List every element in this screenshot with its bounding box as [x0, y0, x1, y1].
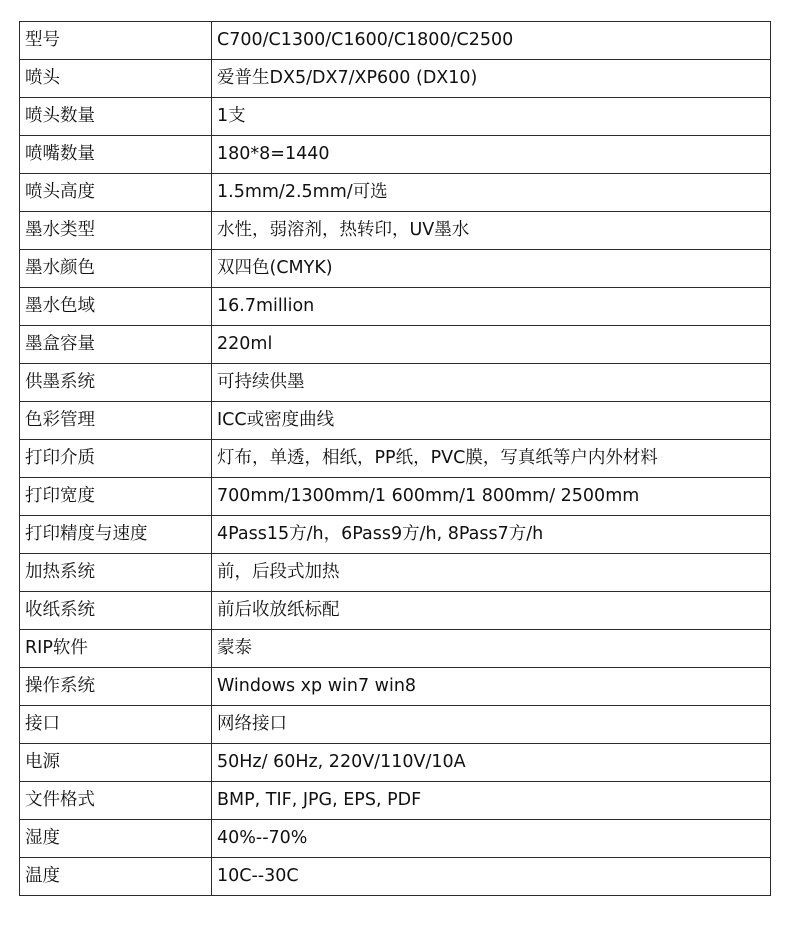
table-row: [20, 668, 771, 706]
row-value: 水性，弱溶剂，热转印，UV墨水: [212, 212, 771, 250]
row-label: 打印介质: [20, 440, 212, 478]
row-value: 180*8=1440: [212, 136, 771, 174]
row-value: 10C--30C: [212, 858, 771, 896]
row-value: BMP, TIF, JPG, EPS, PDF: [212, 782, 771, 820]
row-value: 前后收放纸标配: [212, 592, 771, 630]
table-row: [20, 630, 771, 668]
table-row: [20, 782, 771, 820]
row-label: 墨水颜色: [20, 250, 212, 288]
row-label: 操作系统: [20, 668, 212, 706]
row-value: 灯布，单透，相纸，PP纸，PVC膜，写真纸等户内外材料: [212, 440, 771, 478]
row-value: 网络接口: [212, 706, 771, 744]
table-row: [20, 136, 771, 174]
table-row: [20, 364, 771, 402]
row-value: 700mm/1300mm/1 600mm/1 800mm/ 2500mm: [212, 478, 771, 516]
table-row: [20, 212, 771, 250]
row-label: 文件格式: [20, 782, 212, 820]
table-row: [20, 60, 771, 98]
row-value: C700/C1300/C1600/C1800/C2500: [212, 22, 771, 60]
row-label: 色彩管理: [20, 402, 212, 440]
spec-table-body: [20, 22, 771, 896]
row-value: 16.7million: [212, 288, 771, 326]
table-row: [20, 250, 771, 288]
row-label: 温度: [20, 858, 212, 896]
table-row: [20, 744, 771, 782]
row-value: ICC或密度曲线: [212, 402, 771, 440]
table-row: [20, 288, 771, 326]
table-row: [20, 440, 771, 478]
row-value: 40%--70%: [212, 820, 771, 858]
row-value: 双四色(CMYK): [212, 250, 771, 288]
row-label: 喷头数量: [20, 98, 212, 136]
row-value: 可持续供墨: [212, 364, 771, 402]
row-label: 墨水色域: [20, 288, 212, 326]
table-row: [20, 22, 771, 60]
table-row: [20, 820, 771, 858]
table-row: [20, 98, 771, 136]
row-value: 4Pass15方/h，6Pass9方/h, 8Pass7方/h: [212, 516, 771, 554]
row-label: 湿度: [20, 820, 212, 858]
row-label: 供墨系统: [20, 364, 212, 402]
row-label: 接口: [20, 706, 212, 744]
row-value: 爱普生DX5/DX7/XP600 (DX10): [212, 60, 771, 98]
row-value: 前，后段式加热: [212, 554, 771, 592]
table-row: [20, 326, 771, 364]
row-label: 收纸系统: [20, 592, 212, 630]
row-label: 墨水类型: [20, 212, 212, 250]
row-label: 加热系统: [20, 554, 212, 592]
table-row: [20, 592, 771, 630]
row-value: 50Hz/ 60Hz, 220V/110V/10A: [212, 744, 771, 782]
row-label: 型号: [20, 22, 212, 60]
row-value: 1支: [212, 98, 771, 136]
row-label: 电源: [20, 744, 212, 782]
table-row: [20, 174, 771, 212]
row-label: 喷头高度: [20, 174, 212, 212]
spec-table: [19, 21, 771, 896]
table-row: [20, 478, 771, 516]
table-row: [20, 402, 771, 440]
table-row: [20, 858, 771, 896]
table-row: [20, 706, 771, 744]
row-value: 1.5mm/2.5mm/可选: [212, 174, 771, 212]
row-label: 喷嘴数量: [20, 136, 212, 174]
row-label: 喷头: [20, 60, 212, 98]
row-label: 打印宽度: [20, 478, 212, 516]
row-label: RIP软件: [20, 630, 212, 668]
row-value: 蒙泰: [212, 630, 771, 668]
row-value: 220ml: [212, 326, 771, 364]
table-row: [20, 554, 771, 592]
row-label: 墨盒容量: [20, 326, 212, 364]
row-label: 打印精度与速度: [20, 516, 212, 554]
table-row: [20, 516, 771, 554]
row-value: Windows xp win7 win8: [212, 668, 771, 706]
